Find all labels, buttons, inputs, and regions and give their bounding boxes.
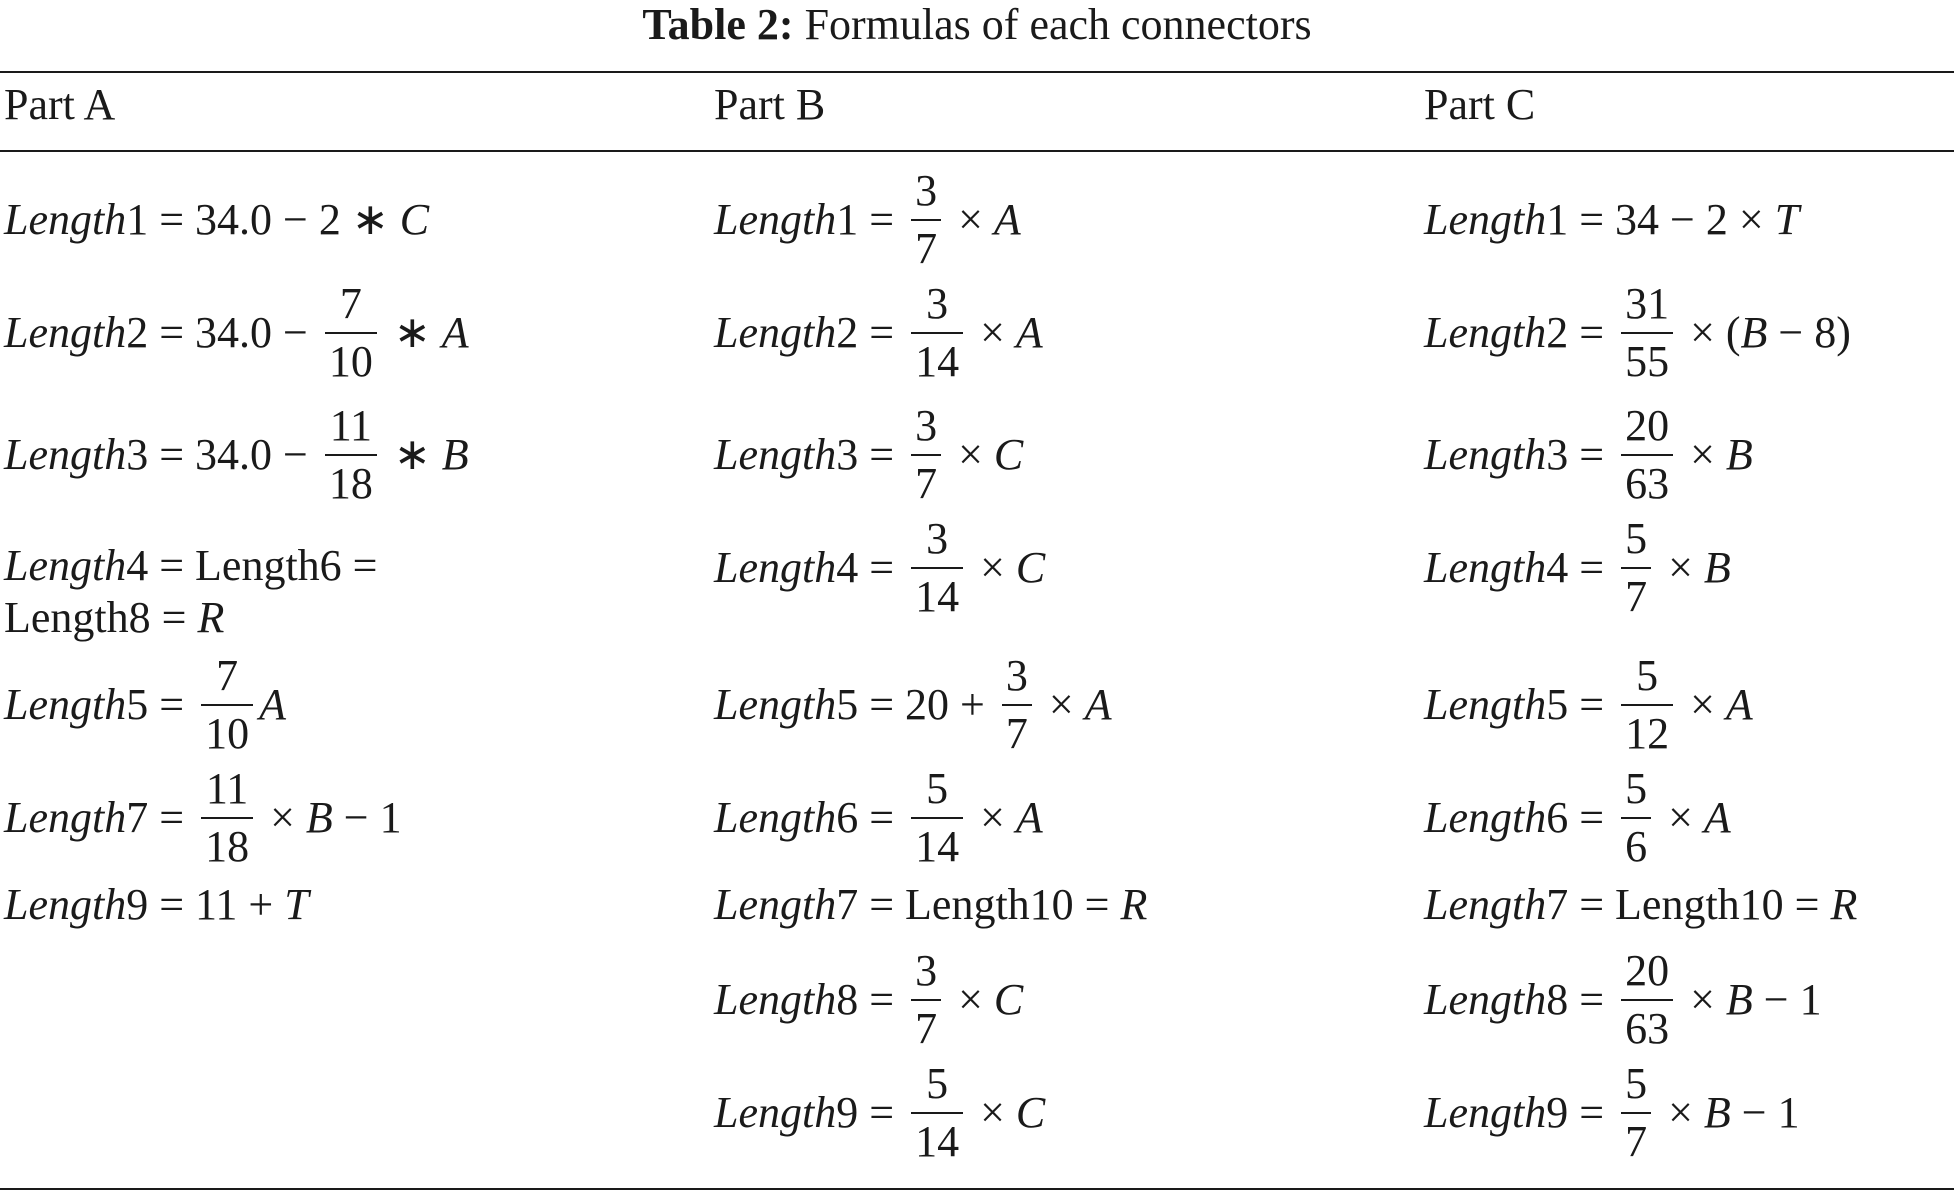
formula-text: = 11 +: [148, 880, 285, 929]
formula-part-a-4: [4, 540, 564, 644]
formula-part-c-8: [1424, 946, 1822, 1053]
denominator: 10: [325, 332, 377, 384]
formula-text: ×: [947, 430, 994, 479]
length-index: 4: [836, 543, 859, 592]
formula-part-c-9: [1424, 1059, 1800, 1166]
variable: C: [993, 975, 1024, 1024]
formula-text: ×: [969, 793, 1016, 842]
formula-text: ×: [969, 1088, 1016, 1137]
variable: B: [1703, 543, 1731, 592]
length-label: Length: [714, 880, 837, 929]
numerator: 20: [1625, 946, 1670, 995]
formula-text: − 1: [1752, 975, 1822, 1024]
numerator: 3: [915, 166, 938, 215]
formula-text: × (: [1679, 308, 1741, 357]
fraction: [1002, 651, 1032, 758]
fraction: [201, 651, 253, 758]
length-label: Length: [714, 793, 837, 842]
variable: A: [1015, 308, 1043, 357]
length-index: 9: [1546, 1088, 1569, 1137]
fraction: [325, 401, 377, 508]
length-label: Length: [1424, 975, 1547, 1024]
formula-line-1: [4, 540, 564, 592]
variable: R: [1120, 880, 1148, 929]
length-index: 1: [126, 195, 149, 244]
numerator: 3: [1005, 651, 1028, 700]
numerator: 5: [926, 1059, 949, 1108]
formula-text: − 1: [1730, 1088, 1800, 1137]
length-index: 3: [1546, 430, 1569, 479]
fraction: [911, 764, 963, 871]
numerator: 5: [1636, 651, 1659, 700]
length-index: 7: [1546, 880, 1569, 929]
formula-part-a-6: [4, 764, 402, 871]
variable: T: [1774, 195, 1800, 244]
formula-text: =: [1568, 543, 1616, 592]
denominator: 7: [1621, 1112, 1651, 1164]
length-label: Length: [4, 430, 127, 479]
length-label: Length: [1424, 195, 1547, 244]
header-rule: [0, 150, 1954, 152]
header-part-c: Part C: [1424, 80, 1536, 129]
formula-part-c-4: [1424, 514, 1731, 621]
table-caption: [0, 0, 1954, 50]
numerator: 31: [1625, 279, 1670, 328]
variable: B: [305, 793, 333, 842]
variable: R: [1830, 880, 1858, 929]
variable: B: [1725, 975, 1753, 1024]
numerator: 5: [1625, 514, 1648, 563]
length-label: Length: [714, 543, 837, 592]
length-label: Length: [714, 975, 837, 1024]
formula-text: ×: [947, 195, 994, 244]
formula-line-2: [4, 592, 564, 644]
length-label: Length: [1424, 793, 1547, 842]
denominator: 10: [201, 704, 253, 756]
formula-part-a-5: [4, 651, 286, 758]
fraction: [1621, 401, 1673, 508]
bottom-rule: [0, 1188, 1954, 1190]
denominator: 7: [911, 454, 941, 506]
variable: A: [1084, 680, 1112, 729]
formula-text: ×: [947, 975, 994, 1024]
variable: A: [1703, 793, 1731, 842]
formula-part-b-6: [714, 764, 1043, 871]
denominator: 18: [325, 454, 377, 506]
formula-text: =: [858, 975, 906, 1024]
variable: C: [993, 430, 1024, 479]
formula-text: =: [858, 793, 906, 842]
length-index: 5: [1546, 680, 1569, 729]
fraction: [1621, 1059, 1651, 1166]
length-label: Length: [4, 793, 127, 842]
fraction: [1621, 279, 1673, 386]
length-index: 8: [836, 975, 859, 1024]
formula-part-b-5: [714, 651, 1112, 758]
numerator: 5: [1625, 764, 1648, 813]
formula-text: − 8): [1767, 308, 1851, 357]
length-label: Length: [4, 541, 127, 590]
formula-text: ×: [1657, 543, 1704, 592]
denominator: 14: [911, 332, 963, 384]
denominator: 63: [1621, 999, 1673, 1051]
formula-text: ×: [1037, 680, 1085, 729]
length-label: Length: [4, 680, 127, 729]
fraction: [911, 514, 963, 621]
formula-part-b-8: [714, 946, 1024, 1053]
formula-text: =: [1568, 430, 1616, 479]
denominator: 14: [911, 1112, 963, 1164]
fraction: [911, 401, 941, 508]
formula-part-c-2: [1424, 279, 1851, 386]
formula-text: ×: [1657, 793, 1704, 842]
formula-text: ×: [1679, 680, 1726, 729]
length-label: Length: [714, 1088, 837, 1137]
formula-text: ∗: [382, 430, 442, 479]
fraction: [911, 946, 941, 1053]
variable: B: [441, 430, 469, 479]
denominator: 12: [1621, 704, 1673, 756]
length-index: 5: [126, 680, 149, 729]
formula-text: =: [148, 793, 196, 842]
length-index: 1: [836, 195, 859, 244]
length-index: 6: [1546, 793, 1569, 842]
fraction: [911, 166, 941, 273]
denominator: 18: [201, 817, 253, 869]
formula-text: =: [1568, 1088, 1616, 1137]
caption-label: Table 2:: [642, 0, 794, 49]
numerator: 11: [205, 764, 249, 813]
formula-part-c-3: [1424, 401, 1753, 508]
fraction: [201, 764, 253, 871]
denominator: 7: [1002, 704, 1032, 756]
formula-part-c-6: [1424, 764, 1731, 871]
formula-text: = 20 +: [858, 680, 996, 729]
formula-text: =: [858, 1088, 906, 1137]
length-index: 5: [836, 680, 859, 729]
formula-part-b-9: [714, 1059, 1046, 1166]
variable: T: [284, 880, 309, 929]
header-part-b: Part B: [714, 80, 826, 129]
formula-text: ×: [259, 793, 306, 842]
length-index: 2: [836, 308, 859, 357]
formula-text: =: [858, 308, 906, 357]
fraction: [1621, 651, 1673, 758]
variable: A: [1725, 680, 1753, 729]
formula-text: =: [1568, 680, 1616, 729]
length-label: Length: [4, 880, 127, 929]
length-index: 8: [1546, 975, 1569, 1024]
length-label: Length: [4, 195, 127, 244]
length-label: Length: [714, 680, 837, 729]
formula-part-c-1: [1424, 195, 1799, 245]
denominator: 63: [1621, 454, 1673, 506]
numerator: 3: [926, 514, 949, 563]
length-label: Length: [1424, 880, 1547, 929]
length-index: 1: [1546, 195, 1569, 244]
formula-text: = Length10 =: [1568, 880, 1831, 929]
formula-part-a-2: [4, 279, 469, 386]
variable: A: [259, 680, 286, 729]
length-index: 2: [126, 308, 149, 357]
variable: C: [1015, 1088, 1046, 1137]
length-label: Length: [1424, 308, 1547, 357]
length-index: 9: [126, 880, 149, 929]
length-index: 7: [126, 793, 149, 842]
header-part-a: Part A: [4, 80, 116, 129]
formula-text: = 34.0 −: [148, 308, 319, 357]
denominator: 14: [911, 817, 963, 869]
formula-text: Length8 =: [4, 593, 198, 642]
top-rule: [0, 71, 1954, 73]
length-label: Length: [1424, 680, 1547, 729]
formula-text: − 1: [332, 793, 402, 842]
length-index: 4: [1546, 543, 1569, 592]
variable: A: [1015, 793, 1043, 842]
formula-text: = 34 − 2 ×: [1568, 195, 1775, 244]
fraction: [911, 1059, 963, 1166]
variable: B: [1740, 308, 1768, 357]
fraction: [325, 279, 377, 386]
denominator: 7: [911, 999, 941, 1051]
fraction: [911, 279, 963, 386]
denominator: 7: [911, 219, 941, 271]
formula-part-b-2: [714, 279, 1043, 386]
length-index: 6: [836, 793, 859, 842]
length-label: Length: [714, 195, 837, 244]
length-label: Length: [4, 308, 127, 357]
length-index: 3: [836, 430, 859, 479]
formula-text: ×: [969, 543, 1016, 592]
variable: R: [197, 593, 225, 642]
fraction: [1621, 764, 1651, 871]
formula-text: ×: [969, 308, 1016, 357]
formula-text: 4 = Length6 =: [126, 541, 378, 590]
formula-text: =: [1568, 308, 1616, 357]
denominator: 6: [1621, 817, 1651, 869]
formula-text: ×: [1679, 430, 1726, 479]
fraction: [1621, 946, 1673, 1053]
formula-text: =: [858, 543, 906, 592]
length-index: 7: [836, 880, 859, 929]
formula-part-b-7: [714, 880, 1147, 930]
formula-text: = Length10 =: [858, 880, 1121, 929]
variable: C: [1015, 543, 1046, 592]
variable: A: [993, 195, 1021, 244]
variable: C: [399, 195, 430, 244]
numerator: 3: [915, 946, 938, 995]
length-index: 9: [836, 1088, 859, 1137]
formula-part-c-5: [1424, 651, 1753, 758]
formula-text: =: [858, 430, 906, 479]
formula-text: =: [858, 195, 906, 244]
formula-part-b-3: [714, 401, 1024, 508]
formula-text: ×: [1679, 975, 1726, 1024]
formula-part-a-1: [4, 195, 429, 245]
caption-text: Formulas of each connectors: [804, 0, 1312, 49]
numerator: 20: [1625, 401, 1670, 450]
length-label: Length: [1424, 430, 1547, 479]
length-label: Length: [1424, 543, 1547, 592]
denominator: 55: [1621, 332, 1673, 384]
numerator: 7: [216, 651, 239, 700]
formula-text: ∗: [382, 308, 442, 357]
length-label: Length: [714, 430, 837, 479]
formula-part-b-4: [714, 514, 1046, 621]
length-index: 3: [126, 430, 149, 479]
formula-text: ×: [1657, 1088, 1704, 1137]
numerator: 3: [915, 401, 938, 450]
formula-part-b-1: [714, 166, 1021, 273]
variable: A: [441, 308, 469, 357]
numerator: 7: [339, 279, 362, 328]
numerator: 3: [926, 279, 949, 328]
fraction: [1621, 514, 1651, 621]
formula-part-a-7: [4, 880, 309, 930]
formula-part-c-7: [1424, 880, 1857, 930]
denominator: 7: [1621, 567, 1651, 619]
formula-part-a-3: [4, 401, 469, 508]
variable: B: [1725, 430, 1753, 479]
numerator: 11: [329, 401, 373, 450]
denominator: 14: [911, 567, 963, 619]
length-label: Length: [714, 308, 837, 357]
formula-text: =: [148, 680, 196, 729]
variable: B: [1703, 1088, 1731, 1137]
length-label: Length: [1424, 1088, 1547, 1137]
formula-text: = 34.0 −: [148, 430, 319, 479]
length-index: 2: [1546, 308, 1569, 357]
numerator: 5: [926, 764, 949, 813]
formula-text: =: [1568, 975, 1616, 1024]
numerator: 5: [1625, 1059, 1648, 1108]
formula-text: =: [1568, 793, 1616, 842]
formula-text: = 34.0 − 2 ∗: [148, 195, 400, 244]
